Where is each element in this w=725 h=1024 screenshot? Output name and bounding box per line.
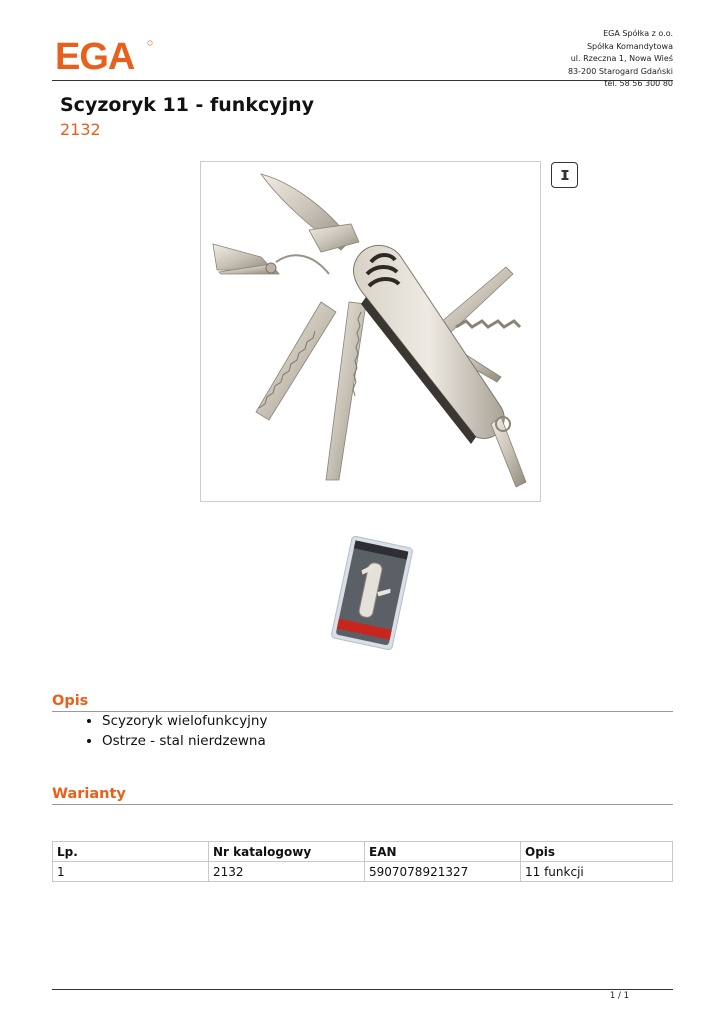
footer-divider <box>52 989 673 990</box>
column-header: Nr katalogowy <box>209 842 365 862</box>
table-header-row <box>53 842 673 862</box>
company-line: tel. 58 56 300 80 <box>604 79 673 88</box>
description-list <box>88 711 267 751</box>
company-line: 83-200 Starogard Gdański <box>567 66 673 76</box>
knife-package-photo[interactable] <box>327 533 417 653</box>
company-line: EGA Spółka z o.o. <box>603 29 673 38</box>
column-header: Opis <box>521 842 673 862</box>
column-header: EAN <box>365 842 521 862</box>
variants-divider <box>52 804 673 805</box>
header-divider <box>52 80 673 81</box>
list-item: • Ostrze - stal nierdzewna <box>102 731 267 751</box>
description-heading: Opis <box>52 693 89 709</box>
table-row <box>53 862 673 882</box>
company-line: ul. Rzeczna 1, Nowa Wieś <box>570 54 673 63</box>
company-line: Spółka Komandytowa <box>586 41 673 51</box>
table-cell: 1 <box>53 862 209 882</box>
ega-logo <box>55 36 155 76</box>
column-header: Lp. <box>53 842 209 862</box>
list-item: • Scyzoryk wielofunkcyjny <box>102 711 267 731</box>
table-cell: 11 funkcji <box>521 862 673 882</box>
page-number: 1 / 1 <box>609 991 629 1001</box>
variants-table <box>52 841 673 882</box>
svg-text:EGA: EGA <box>55 36 135 76</box>
info-icon[interactable] <box>551 162 578 188</box>
table-cell: 5907078921327 <box>365 862 521 882</box>
company-address <box>568 28 673 91</box>
table-cell: 2132 <box>209 862 365 882</box>
variants-heading: Warianty <box>52 786 126 802</box>
product-code: 2132 <box>60 120 101 139</box>
pocket-knife-photo[interactable] <box>200 161 541 502</box>
product-title: Scyzoryk 11 - funkcyjny <box>60 94 315 116</box>
